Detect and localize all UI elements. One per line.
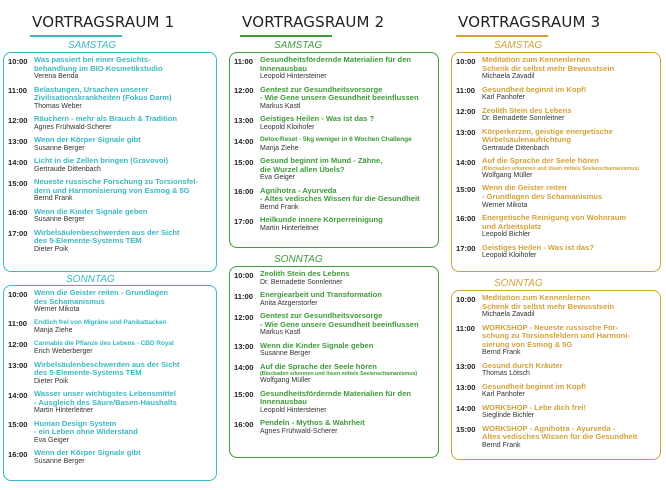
entry-title: Pendeln - Mythos & Wahrheit: [260, 418, 365, 428]
entry-title: Wirbelsäulenbeschwerden aus der Sicht des 5-Elemente-Systems TEM: [34, 359, 180, 378]
room-1-saturday-label: SAMSTAG: [68, 40, 117, 51]
entry-title: Räuchern - mehr als Brauch & Tradition: [34, 114, 178, 124]
entry-details: [482, 362, 656, 379]
entry-details: [34, 208, 212, 225]
entry-time: 13:00: [456, 128, 476, 138]
schedule-entry: [8, 157, 212, 174]
entry-title: Human Design System - ein Leben ohne Widerstand: [34, 418, 138, 437]
entry-details: [260, 56, 434, 82]
schedule-entry: [234, 342, 434, 359]
entry-time: 13:00: [234, 342, 254, 352]
entry-details: [34, 289, 212, 315]
entry-details: [482, 383, 656, 400]
schedule-entry: [234, 216, 434, 233]
entry-time: 12:00: [234, 312, 254, 322]
entry-speaker: Eva Geiger: [260, 174, 296, 182]
entry-speaker: Bernd Frank: [482, 441, 521, 449]
entry-title: Cannabis die Pflanze des Lebens - CBD Royal: [34, 339, 174, 347]
entry-speaker: Karl Panhofer: [482, 391, 525, 399]
room-3-title: VORTRAGSRAUM 3: [458, 13, 601, 31]
room-3-sunday-label: SONNTAG: [494, 278, 543, 289]
schedule-entry: [456, 425, 656, 451]
entry-speaker: Markus Kastl: [260, 102, 301, 110]
room-1-column: [0, 0, 210, 37]
room-1-title-bar: [30, 35, 122, 37]
entry-title: Wenn der Körper Signale gibt: [34, 448, 141, 458]
entry-speaker: Dr. Bernadette Sonnleitner: [482, 115, 565, 123]
schedule-entry: [234, 363, 434, 386]
entry-time: 15:00: [234, 390, 254, 400]
entry-title: Energiearbeit und Transformation: [260, 290, 382, 299]
room-2-saturday-label: SAMSTAG: [274, 40, 323, 51]
entry-details: [482, 86, 656, 103]
entry-time: 12:00: [8, 115, 28, 125]
entry-time: 11:00: [456, 324, 476, 334]
entry-speaker: Manja Ziehe: [260, 144, 299, 152]
entry-speaker: Martin Hinterleitner: [34, 407, 94, 415]
entry-details: [260, 86, 434, 112]
entry-details: [482, 184, 656, 210]
entry-title: Gesund durch Kräuter: [482, 360, 563, 370]
entry-details: [482, 324, 656, 358]
entry-title: Körperkerzen, geistige energetische Wirbelsäulenaufrichtung: [482, 126, 613, 145]
entry-details: [482, 294, 656, 320]
schedule-entry: [8, 361, 212, 387]
room-2-sunday-label: SONNTAG: [274, 254, 323, 265]
entry-details: [260, 312, 434, 338]
entry-title: Wenn die Kinder Signale geben: [260, 340, 374, 350]
schedule-entry: [456, 184, 656, 210]
entry-title: Neueste russische Forschung zu Torsionsfel- dern und Harmonisierung von Esmog & 5G: [34, 177, 199, 195]
schedule-entry: [8, 420, 212, 446]
entry-details: [34, 136, 212, 153]
room-3-column: [452, 0, 662, 37]
entry-details: [260, 291, 434, 308]
schedule-entry: [456, 86, 656, 103]
entry-title: Wasser unser wichtigstes Lebensmittel - Ausgleich des Säure/Basen-Haushalts: [34, 389, 177, 407]
entry-title: Heilkunde innere Körperreinigung: [260, 215, 383, 225]
entry-time: 15:00: [456, 425, 476, 435]
entry-speaker: Bernd Frank: [260, 203, 299, 211]
entry-title: Meditation zum Kennenlernen Schenk dir selbst mehr Bewusstsein: [482, 55, 615, 73]
entry-subtitle: (Blockaden erkennen und lösen mittels Seelenschamanismus): [482, 165, 640, 172]
entry-subtitle: (Blockaden erkennen und lösen mittels Seelenschamanismus): [260, 371, 418, 378]
entry-details: [34, 319, 212, 336]
entry-details: [482, 128, 656, 154]
entry-speaker: Bernd Frank: [482, 349, 521, 357]
room-3-sunday-box: [451, 290, 661, 460]
entry-time: 10:00: [8, 56, 28, 66]
entry-details: [482, 107, 656, 124]
entry-details: [260, 419, 434, 436]
entry-title: Meditation zum Kennenlernen Schenk dir selbst mehr Bewusstsein: [482, 293, 615, 311]
entry-speaker: Agnes Frühwald-Scherer: [260, 427, 338, 435]
entry-speaker: Dieter Poik: [34, 245, 69, 253]
room-1-title: VORTRAGSRAUM 1: [32, 13, 175, 31]
schedule-entry: [456, 404, 656, 421]
entry-speaker: Wolfgang Müller: [482, 171, 533, 179]
entry-title: Detox-Reset - 5kg weniger in 6 Wochen Challenge: [260, 136, 412, 144]
schedule-entry: [456, 362, 656, 379]
entry-details: [34, 361, 212, 387]
entry-title: Wenn die Geister reiten - Grundlagen des Schamanismus: [34, 288, 169, 306]
entry-speaker: Leopold Bichler: [482, 231, 531, 239]
entry-speaker: Gertraude Dittenbach: [34, 165, 101, 173]
entry-title: Licht in die Zellen bringen (Gravovoi): [34, 156, 169, 166]
entry-time: 14:00: [8, 390, 28, 400]
entry-title: Wenn die Geister reiten - Grundlagen des Schamanismus: [482, 183, 603, 201]
entry-title: Auf die Sprache der Seele hören: [482, 156, 599, 166]
entry-title: Agnihotra - Ayurveda - Altes vedisches Wissen für die Gesundheit: [260, 185, 420, 204]
entry-time: 14:00: [456, 404, 476, 414]
entry-title: Gesundheit beginnt im Kopf!: [482, 381, 587, 391]
entry-speaker: Michaela Zavadil: [482, 73, 535, 81]
schedule-entry: [234, 136, 434, 153]
entry-speaker: Erich Weberberger: [34, 348, 93, 356]
room-2-saturday-box: [229, 52, 439, 248]
entry-time: 11:00: [234, 291, 254, 301]
entry-speaker: Leopold Kloihofer: [260, 123, 315, 131]
entry-speaker: Michaela Zavadil: [482, 311, 535, 319]
room-3-saturday-label: SAMSTAG: [494, 40, 543, 51]
room-1-saturday-box: [3, 52, 217, 272]
entry-time: 12:00: [234, 86, 254, 96]
entry-details: [260, 342, 434, 359]
entry-time: 11:00: [234, 56, 254, 66]
entry-speaker: Thomas Weber: [34, 102, 82, 110]
entry-details: [34, 449, 212, 466]
entry-time: 13:00: [8, 136, 28, 146]
entry-time: 11:00: [456, 86, 476, 96]
entry-details: [260, 270, 434, 287]
entry-time: 14:00: [234, 136, 254, 146]
entry-title: Wirbelsäulenbeschwerden aus der Sicht des 5-Elemente-Systems TEM: [34, 227, 180, 246]
schedule-entry: [8, 208, 212, 225]
entry-speaker: Dieter Poik: [34, 377, 69, 385]
schedule-entry: [234, 157, 434, 183]
schedule-entry: [234, 86, 434, 112]
entry-time: 16:00: [234, 419, 254, 429]
entry-details: [260, 216, 434, 233]
schedule-entry: [456, 294, 656, 320]
entry-details: [34, 86, 212, 112]
entry-speaker: Karl Panhofer: [482, 94, 525, 102]
entry-details: [260, 157, 434, 183]
schedule-entry: [456, 107, 656, 124]
entry-speaker: Manja Ziehe: [34, 327, 73, 335]
entry-title: Gesund beginnt im Mund - Zähne, die Wurzel allen Übels?: [260, 156, 383, 174]
schedule-entry: [8, 319, 212, 336]
entry-speaker: Susanne Berger: [34, 457, 85, 465]
schedule-entry: [234, 115, 434, 132]
entry-details: [260, 115, 434, 132]
entry-speaker: Anita Atzgerstorfer: [260, 299, 318, 307]
entry-details: [34, 56, 212, 82]
schedule-entry: [8, 178, 212, 204]
room-2-sunday-box: [229, 266, 439, 458]
room-1-sunday-label: SONNTAG: [66, 274, 115, 285]
entry-details: [34, 157, 212, 174]
entry-title: Geistiges Heilen - Was ist das ?: [260, 114, 375, 124]
schedule-entry: [456, 244, 656, 261]
entry-speaker: Wolfgang Müller: [260, 377, 311, 385]
entry-time: 16:00: [456, 214, 476, 224]
entry-speaker: Werner Mikota: [482, 201, 528, 209]
entry-speaker: Gertraude Dittenbach: [482, 144, 549, 152]
entry-time: 11:00: [8, 319, 28, 329]
entry-time: 17:00: [8, 229, 28, 239]
entry-title: Wenn die Kinder Signale geben: [34, 206, 148, 216]
entry-time: 12:00: [456, 107, 476, 117]
entry-details: [34, 420, 212, 446]
schedule-entry: [234, 187, 434, 213]
entry-details: [482, 214, 656, 240]
entry-time: 17:00: [456, 244, 476, 254]
schedule-entry: [8, 289, 212, 315]
entry-title: Zeolith Stein des Lebens: [482, 105, 572, 115]
entry-title: Endlich frei von Migräne und Panikattacken: [34, 318, 167, 326]
entry-title: Gentest zur Gesundheitsvorsorge - Wie Gene unsere Gesundheit beeinflussen: [260, 311, 419, 329]
schedule-entry: [234, 291, 434, 308]
schedule-entry: [8, 136, 212, 153]
entry-time: 16:00: [234, 187, 254, 197]
entry-title: Gesundheitsfördernde Materialien für den Innenausbau: [260, 388, 412, 407]
entry-time: 12:00: [8, 340, 28, 350]
entry-title: Auf die Sprache der Seele hören: [260, 361, 377, 371]
entry-speaker: Susanne Berger: [260, 350, 311, 358]
entry-time: 10:00: [456, 56, 476, 66]
entry-details: [482, 404, 656, 421]
schedule-entry: [234, 312, 434, 338]
entry-speaker: Thomas Lötsch: [482, 370, 530, 378]
entry-title: Energetische Reinigung von Wohnraum und Arbeitsplatz: [482, 212, 627, 231]
entry-title: Was passiert bei einer Gesichts- behandlung im BIO Kosmetikstudio: [34, 55, 163, 73]
schedule-entry: [8, 449, 212, 466]
entry-details: [34, 390, 212, 416]
entry-time: 16:00: [8, 208, 28, 218]
entry-details: [34, 115, 212, 132]
schedule-entry: [8, 115, 212, 132]
entry-title: WORKSHOP - Agnihotra - Ayurveda - Altes vedisches Wissen für die Gesundheit: [482, 423, 638, 442]
room-3-saturday-box: [451, 52, 661, 272]
entry-details: [482, 56, 656, 82]
entry-title: Zeolith Stein des Lebens: [260, 269, 350, 278]
entry-details: [482, 425, 656, 451]
entry-speaker: Werner Mikota: [34, 306, 80, 314]
entry-details: [482, 244, 656, 261]
schedule-entry: [456, 157, 656, 180]
entry-time: 16:00: [8, 449, 28, 459]
room-2-title-bar: [240, 35, 332, 37]
entry-title: Belastungen, Ursachen unserer Zivilisationskrankheiten (Fokus Darm): [34, 84, 172, 103]
entry-details: [260, 390, 434, 416]
schedule-entry: [456, 383, 656, 400]
entry-time: 11:00: [8, 86, 28, 96]
entry-speaker: Leopold Kloihofer: [482, 252, 537, 260]
schedule-entry: [8, 340, 212, 357]
entry-time: 14:00: [8, 157, 28, 167]
entry-details: [260, 187, 434, 213]
schedule-entry: [456, 128, 656, 154]
schedule-entry: [8, 56, 212, 82]
entry-time: 13:00: [456, 362, 476, 372]
entry-speaker: Martin Hinterleitner: [260, 224, 320, 232]
schedule-entry: [234, 270, 434, 287]
entry-details: [482, 157, 656, 180]
entry-title: WORKSHOP - Neueste russische For- schung zu Torsionsfeldern und Harmoni- sierung von Esmog & 5G: [482, 322, 630, 349]
entry-speaker: Agnes Frühwald-Scherer: [34, 123, 112, 131]
entry-details: [260, 136, 434, 153]
room-3-title-bar: [456, 35, 548, 37]
entry-time: 15:00: [234, 157, 254, 167]
entry-speaker: Susanne Berger: [34, 216, 85, 224]
room-2-column: [230, 0, 440, 37]
schedule-entry: [456, 56, 656, 82]
entry-speaker: Bernd Frank: [34, 195, 73, 203]
entry-title: Geistiges Heilen - Was ist das?: [482, 242, 594, 252]
room-1-sunday-box: [3, 285, 217, 481]
entry-time: 10:00: [8, 289, 28, 299]
entry-speaker: Dr. Bernadette Sonnleitner: [260, 278, 343, 286]
entry-title: Gesundheitsfördernde Materialien für den Innenausbau: [260, 55, 412, 73]
room-2-title: VORTRAGSRAUM 2: [242, 13, 385, 31]
entry-time: 15:00: [8, 420, 28, 430]
entry-speaker: Sieglinde Bichler: [482, 412, 535, 420]
entry-speaker: Eva Geiger: [34, 436, 70, 444]
entry-title: Wenn der Körper Signale gibt: [34, 135, 141, 145]
entry-title: Gesundheit beginnt im Kopf!: [482, 84, 587, 94]
entry-time: 10:00: [456, 294, 476, 304]
schedule-entry: [234, 419, 434, 436]
entry-details: [34, 178, 212, 204]
schedule-entry: [234, 390, 434, 416]
entry-title: WORKSHOP - Lebe dich frei!: [482, 402, 587, 412]
entry-details: [34, 340, 212, 357]
entry-time: 15:00: [456, 184, 476, 194]
schedule-entry: [8, 390, 212, 416]
entry-time: 14:00: [234, 363, 254, 373]
entry-time: 14:00: [456, 157, 476, 167]
entry-time: 17:00: [234, 216, 254, 226]
entry-speaker: Susanne Berger: [34, 144, 85, 152]
entry-speaker: Leopold Hintersteiner: [260, 406, 327, 414]
entry-time: 15:00: [8, 178, 28, 188]
schedule-entry: [8, 229, 212, 255]
entry-time: 13:00: [234, 115, 254, 125]
entry-speaker: Leopold Hintersteiner: [260, 73, 327, 81]
entry-title: Gentest zur Gesundheitsvorsorge - Wie Gene unsere Gesundheit beeinflussen: [260, 84, 419, 103]
entry-time: 10:00: [234, 270, 254, 280]
schedule-entry: [8, 86, 212, 112]
entry-time: 13:00: [8, 361, 28, 371]
entry-details: [260, 363, 434, 386]
entry-speaker: Verena Benda: [34, 73, 79, 81]
entry-time: 13:00: [456, 383, 476, 393]
schedule-entry: [456, 214, 656, 240]
entry-speaker: Markus Kastl: [260, 329, 301, 337]
entry-details: [34, 229, 212, 255]
schedule-entry: [234, 56, 434, 82]
schedule-entry: [456, 324, 656, 358]
